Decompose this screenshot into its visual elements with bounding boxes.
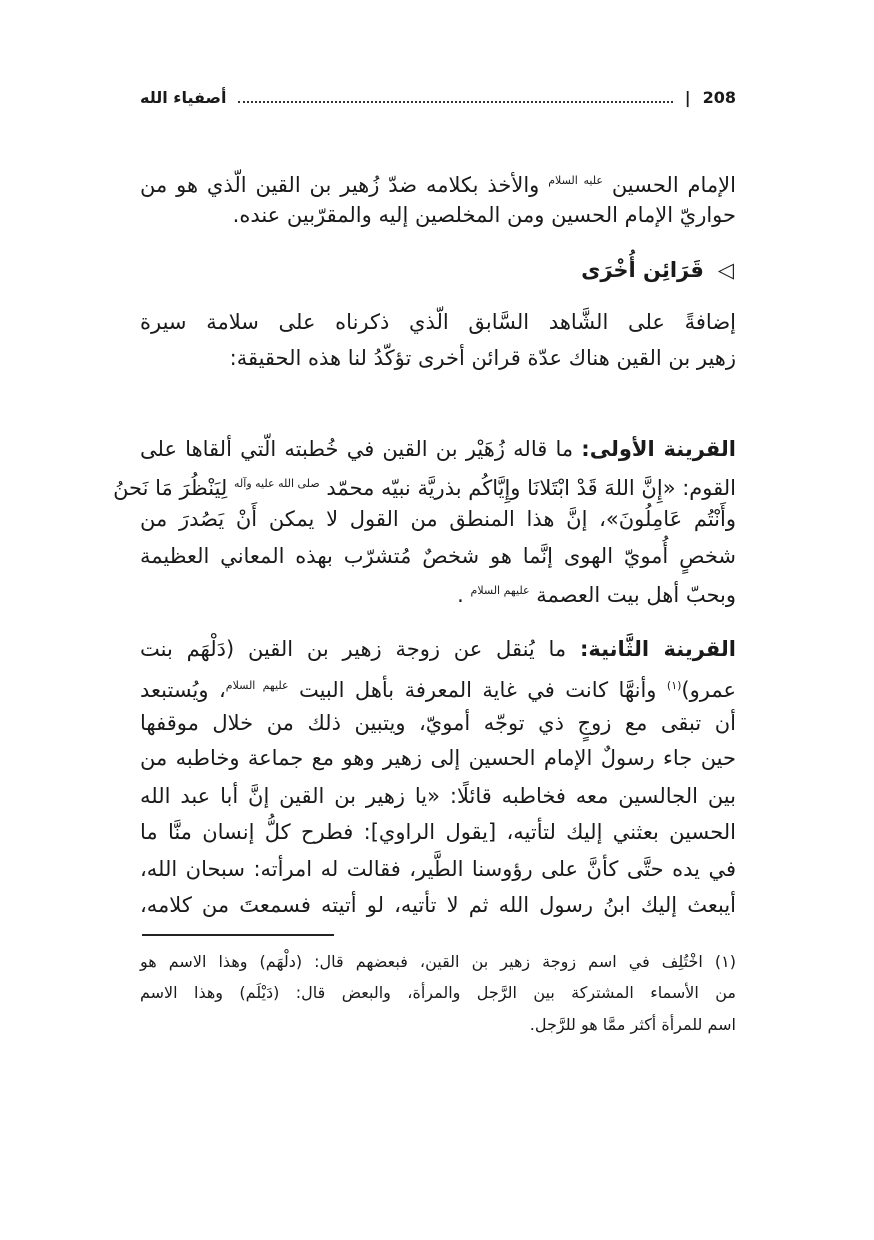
triangle-bullet-icon: ◁ — [717, 258, 734, 282]
honorific-alayhim: عليهم السلام — [225, 679, 289, 692]
body-line — [140, 576, 736, 610]
text: . — [457, 583, 464, 607]
body-line — [140, 634, 736, 664]
footnote-divider — [142, 934, 334, 936]
section-heading — [581, 258, 734, 282]
text: لِيَنْظُرَ مَا نَحنُ — [113, 476, 228, 500]
book-title: أصفياء الله — [140, 87, 227, 107]
footnote-line: اسم للمرأة أكثر ممَّا هو للرَّجل. — [529, 1015, 736, 1034]
text: وأنهَّا كانت في غاية المعرفة بأهل البيت — [298, 678, 657, 702]
text: وبحبّ أهل بيت العصمة — [536, 583, 736, 607]
body-line — [140, 434, 736, 464]
text: ما يُنقل عن زوجة زهير بن القين (دَلْهَم بنت — [140, 637, 567, 661]
text: الإمام الحسين — [611, 173, 736, 197]
body-line: أيبعث إليك ابنُ رسول الله ثم لا تأتيه، لو أتيته فسمعتَ من كلامه، — [140, 893, 736, 917]
body-line: في يده حتَّى كأنَّ على رؤوسنا الطَّير، فقالت له امرأته: سبحان الله، — [140, 857, 736, 881]
footnote-line: من الأسماء المشتركة بين الرَّجل والمرأة، والبعض قال: (دَيْلَم) وهذا الاسم — [140, 983, 736, 1002]
page-number: 208 — [702, 87, 736, 107]
header-separator: | — [684, 87, 691, 107]
body-line: حواريّ الإمام الحسين ومن المخلصين إليه والمقرّبين عنده. — [232, 203, 736, 227]
body-line: وأَنْتُم عَامِلُونَ»، إنَّ هذا المنطق من القول لا يمكن أَنْ يَصُدرَ من — [140, 507, 736, 531]
header-dotted-leader — [238, 91, 672, 103]
body-line: بين الجالسين معه فخاطبه قائلًا: «يا زهير بن القين إنَّ أبا عبد الله — [140, 784, 736, 808]
footnote-line: (١) اخْتُلِف في اسم زوجة زهير بن القين، فبعضهم قال: (دلْهَم) وهذا الاسم هو — [140, 952, 736, 971]
body-line — [140, 671, 736, 705]
body-line — [140, 166, 736, 200]
text: عمرو) — [681, 678, 736, 702]
honorific-alayhi: عليه السلام — [548, 174, 603, 187]
text: والأخذ بكلامه ضدّ زُهير بن القين الّذي هو من — [140, 173, 540, 197]
body-line: الحسين بعثني إليك لتأتيه، [يقول الراوي]: فطرح كلُّ إنسان منَّا ما — [140, 820, 736, 844]
text: ما قاله زُهَيْر بن القين في خُطبته الّتي ألقاها على — [140, 437, 574, 461]
paragraph-label: القرينة الأولى: — [581, 437, 736, 461]
body-line: إضافةً على الشَّاهد السَّابق الّذي ذكرناه على سلامة سيرة — [140, 310, 736, 334]
body-line: حين جاء رسولٌ الإمام الحسين إلى زهير وهو مع جماعة وخاطبه من — [140, 746, 736, 770]
body-line — [113, 469, 736, 503]
text: القوم: «إِنَّ اللهَ قَدْ ابْتَلانَا وإِيَّاكُم بذريَّة نبيّه محمّد — [326, 476, 736, 500]
body-line: شخصٍ أُمويّ الهوى إنَّما هو شخصٌ مُتشرّب بهذه المعاني العظيمة — [140, 544, 736, 568]
paragraph-label: القرينة الثَّانية: — [579, 637, 736, 661]
footnote-ref[interactable]: (١) — [666, 679, 682, 692]
body-line: أن تبقى مع زوجٍ ذي توجّه أمويّ، ويتبين ذلك من خلال موقفها — [140, 711, 736, 735]
running-header — [140, 84, 736, 110]
honorific-alayhim: عليهم السلام — [470, 584, 530, 597]
body-line: زهير بن القين هناك عدّة قرائن أخرى تؤكّدُ لنا هذه الحقيقة: — [229, 346, 736, 370]
honorific-salla: صلى الله عليه وآله — [234, 477, 320, 490]
heading-text: قَرَائِن أُخْرَى — [581, 258, 704, 282]
text: ، ويُستبعد — [140, 678, 226, 702]
